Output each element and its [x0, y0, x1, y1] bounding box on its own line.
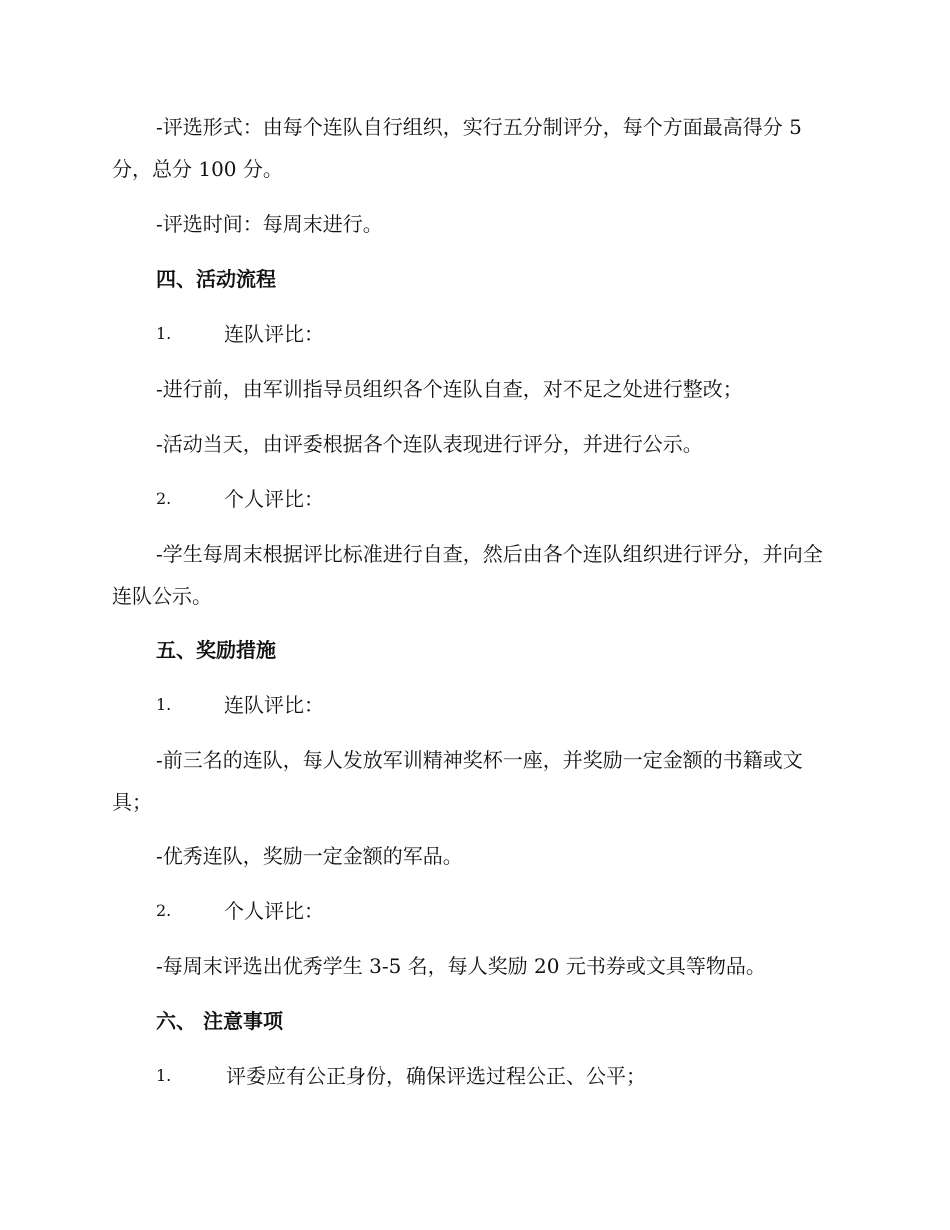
- item-text: 评委应有公正身份，确保评选过程公正、公平；: [226, 1064, 646, 1088]
- item-text: 连队评比：: [224, 322, 324, 346]
- paragraph-evaluation-time: -评选时间：每周末进行。: [156, 212, 383, 236]
- item-number: 2.: [156, 489, 172, 508]
- item-text: 个人评比：: [224, 899, 324, 923]
- item-text: 连队评比：: [224, 693, 324, 717]
- item-text: 个人评比：: [224, 487, 324, 511]
- numbered-item-individual-comparison: [156, 478, 324, 520]
- paragraph-excellent-company-reward: -优秀连队，奖励一定金额的军品。: [156, 844, 463, 868]
- paragraph-before-activity: -进行前，由军训指导员组织各个连队自查，对不足之处进行整改；: [156, 377, 743, 401]
- paragraph-student-self-check: -学生每周末根据评比标准进行自查，然后由各个连队组织进行评分，并向全连队公示。: [112, 542, 823, 608]
- numbered-item-company-comparison: [156, 313, 324, 355]
- paragraph-weekly-excellent-students: -每周末评选出优秀学生 3-5 名，每人奖励 20 元书券或文具等物品。: [156, 954, 766, 978]
- paragraph-activity-day: -活动当天，由评委根据各个连队表现进行评分，并进行公示。: [156, 432, 703, 456]
- section-heading-rewards: 五、奖励措施: [156, 638, 276, 662]
- paragraph-evaluation-form: -评选形式：由每个连队自行组织，实行五分制评分，每个方面最高得分 5 分，总分 100 分。: [112, 115, 802, 181]
- item-number: 1.: [156, 695, 172, 714]
- section-heading-activity-process: 四、活动流程: [156, 267, 276, 291]
- item-number: 1.: [156, 1066, 172, 1085]
- item-number: 2.: [156, 901, 172, 920]
- section-heading-notes: 六、 注意事项: [156, 1009, 283, 1033]
- paragraph-top-three-rewards: -前三名的连队，每人发放军训精神奖杯一座，并奖励一定金额的书籍或文具；: [112, 748, 803, 814]
- numbered-item-individual-rewards: [156, 890, 324, 932]
- numbered-item-company-rewards: [156, 684, 324, 726]
- numbered-item-judge-fairness: [156, 1055, 646, 1097]
- item-number: 1.: [156, 324, 172, 343]
